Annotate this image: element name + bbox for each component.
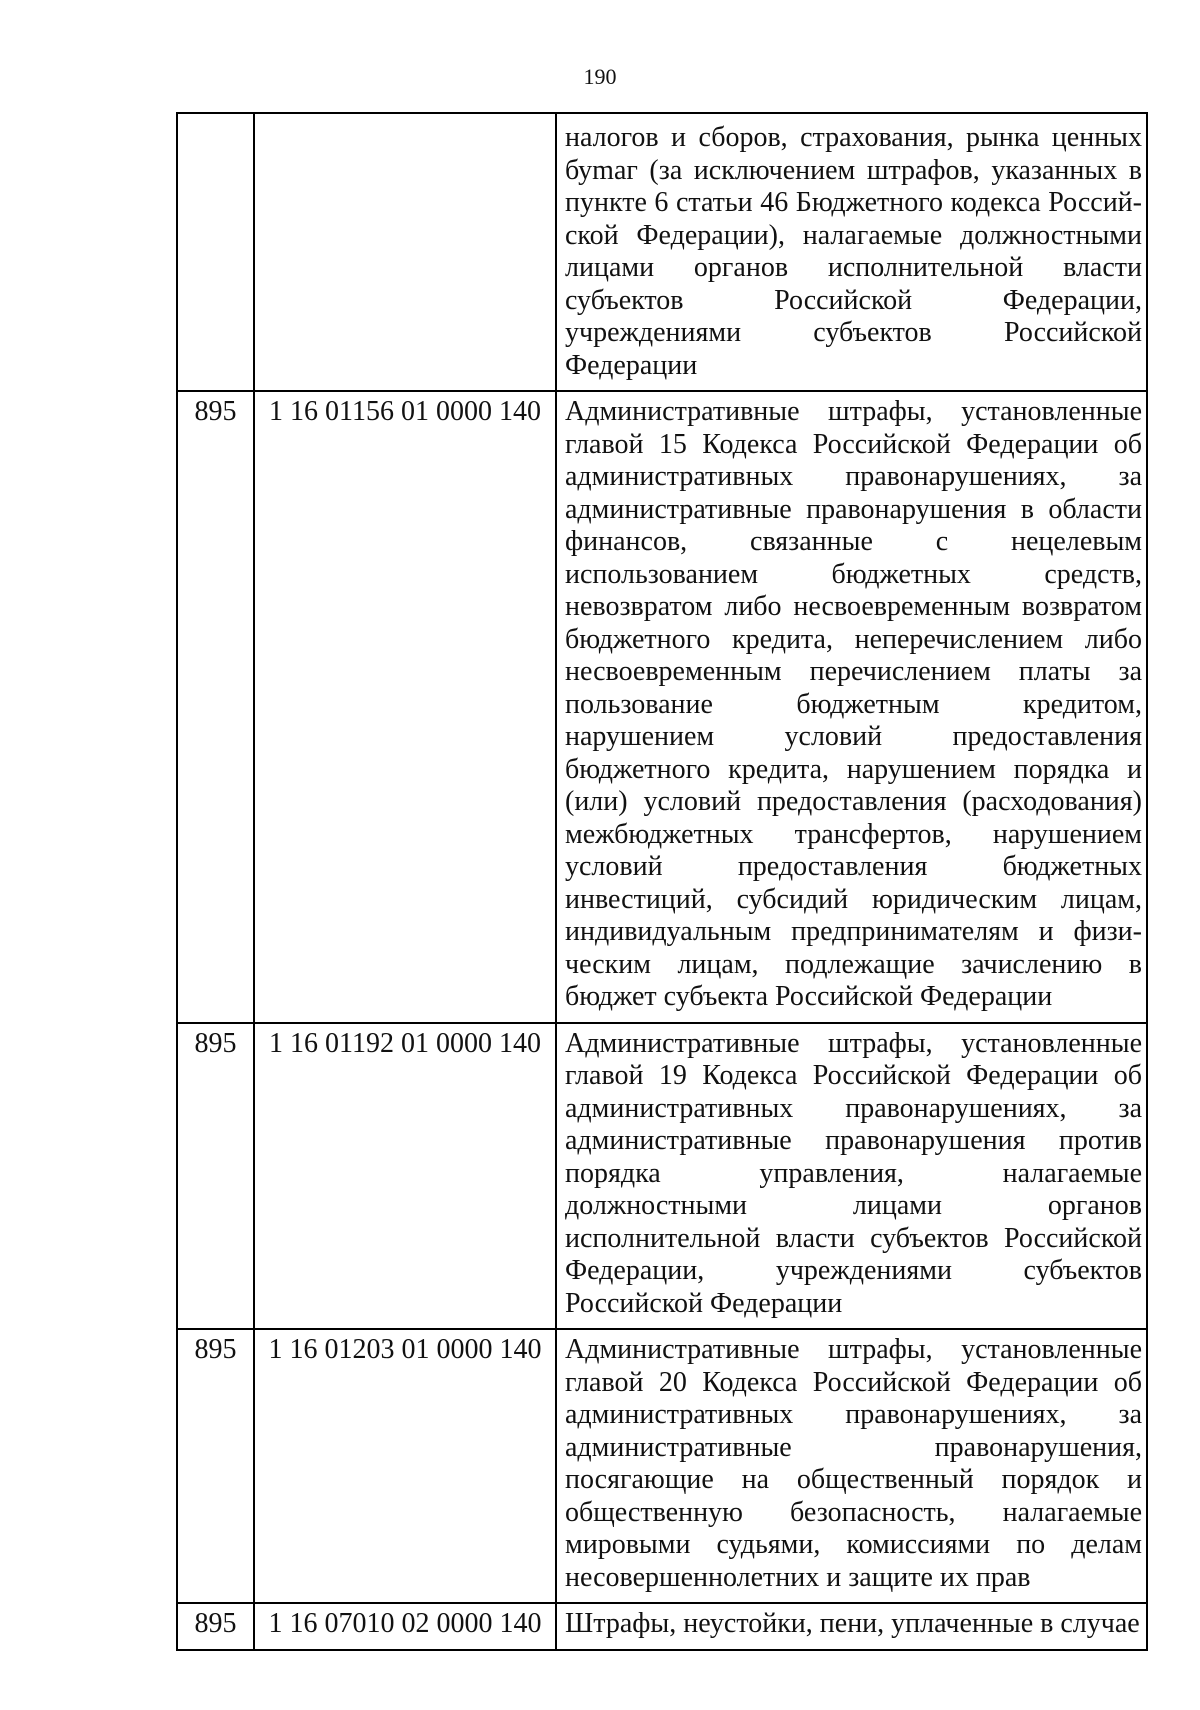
table-row — [177, 391, 1147, 1023]
table-row — [177, 1329, 1147, 1603]
budget-code-cell — [254, 113, 556, 391]
admin-code-cell — [177, 113, 254, 391]
description-cell: Административные штрафы, установленные главой 19 Кодекса Российской Федерации об административных правонарушениях, за административные правонарушения против порядка управления, налагаемые должностными лицами органов исполнительной власти субъектов Российской Федерации, учреждениями субъектов Российской Федерации — [556, 1023, 1147, 1330]
table-row — [177, 1023, 1147, 1330]
table-row — [177, 113, 1147, 391]
budget-code-cell: 1 16 01192 01 0000 140 — [254, 1023, 556, 1330]
budget-code-cell: 1 16 01203 01 0000 140 — [254, 1329, 556, 1603]
admin-code-cell: 895 — [177, 1603, 254, 1650]
budget-codes-table — [176, 112, 1148, 1651]
budget-code-cell: 1 16 01156 01 0000 140 — [254, 391, 556, 1023]
budget-code-cell: 1 16 07010 02 0000 140 — [254, 1603, 556, 1650]
admin-code-cell: 895 — [177, 391, 254, 1023]
description-cell: Административные штрафы, установленные главой 20 Кодекса Российской Федерации об административных правонарушениях, за административные правонарушения, посягающие на общественный порядок и общественную безопасность, налагаемые мировыми судьями, комиссиями по делам несовершеннолетних и защите их прав — [556, 1329, 1147, 1603]
admin-code-cell: 895 — [177, 1023, 254, 1330]
description-cell: Штрафы, неустойки, пени, уплаченные в случае — [556, 1603, 1147, 1650]
table-row — [177, 1603, 1147, 1650]
admin-code-cell: 895 — [177, 1329, 254, 1603]
page-number: 190 — [583, 64, 617, 89]
description-cell: налогов и сборов, страхования, рынка ценных буmаг (за исключением штрафов, указанных в пункте 6 статьи 46 Бюджетного кодекса Российской Федерации), налагаемые должностными лицами органов исполнительной власти субъектов Российской Федерации, учреждениями субъектов Российской Федерации — [556, 113, 1147, 391]
description-cell: Административные штрафы, установленные главой 15 Кодекса Российской Федерации об административных правонарушениях, за административные правонарушения в области финансов, связанные с нецелевым использованием бюджетных средств, невозвратом либо несвоевременным возвратом бюджетного кредита, неперечислением либо несвоевременным перечислением платы за пользование бюджетным кредитом, нарушением условий предоставления бюджетного кредита, нарушением порядка и (или) условий предоставления (расходования) межбюджетных трансфертов, нарушением условий предоставления бюджетных инвестиций, субсидий юридическим лицам, индивидуальным предпринимателям и физическим лицам, подлежащие зачислению в бюджет субъекта Российской Федерации — [556, 391, 1147, 1023]
